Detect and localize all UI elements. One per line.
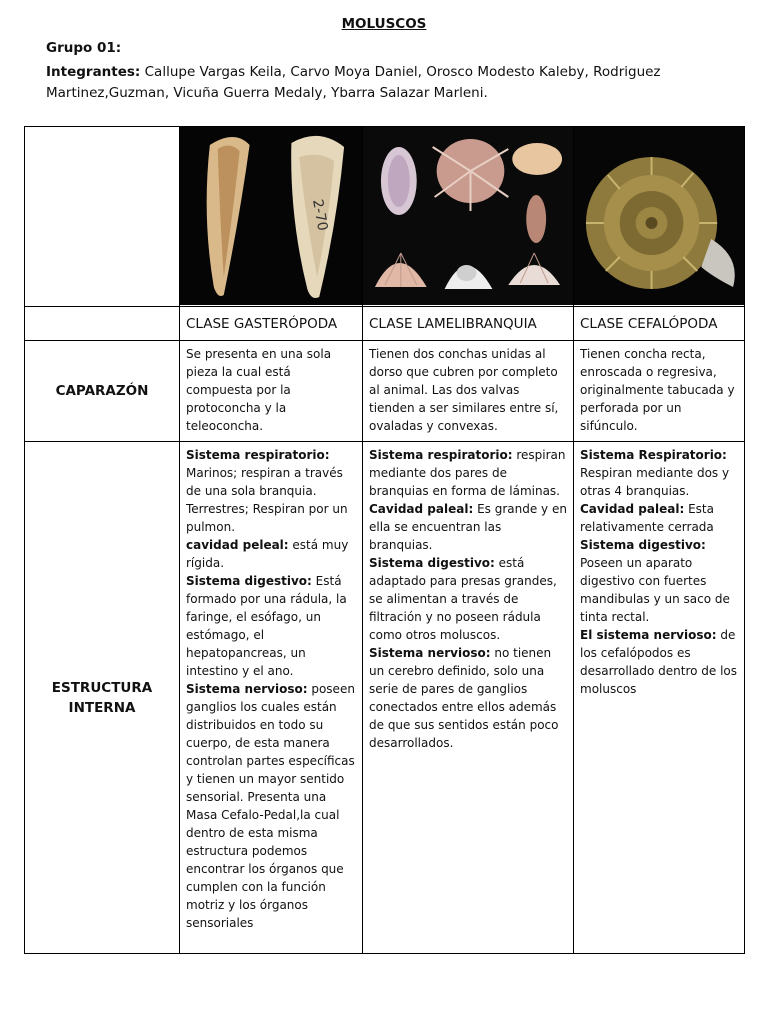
caparazon-lamelibranquia: Tienen dos conchas unidas al dorso que cubren por completo al animal. Las dos valvas tienden a ser similares entre sí, ovaladas y convexas. bbox=[363, 341, 574, 442]
caparazon-cefalopoda: Tienen concha recta, enroscada o regresiva, originalmente tabucada y perforada por un sifúnculo. bbox=[574, 341, 745, 442]
field-label: Sistema Respiratorio: bbox=[580, 448, 727, 462]
row-header-label: ESTRUCTURA INTERNA bbox=[51, 679, 153, 716]
field-text: está muy rígida. bbox=[186, 538, 349, 570]
svg-text:2-70: 2-70 bbox=[309, 198, 331, 233]
field-label: Sistema nervioso: bbox=[186, 682, 308, 696]
image-row bbox=[25, 127, 745, 307]
field-text: de los cefalópodos es desarrollado dentro de los moluscos bbox=[580, 628, 738, 696]
image-cell bbox=[180, 127, 363, 307]
members-list: Callupe Vargas Keila, Carvo Moya Daniel, Orosco Modesto Kaleby, Rodriguez Martinez,Guzman, Vicuña Guerra Medaly, Ybarra Salazar Marleni. bbox=[46, 64, 661, 101]
paragraph bbox=[186, 572, 356, 680]
field-label: Cavidad paleal: bbox=[369, 502, 474, 516]
members-paragraph bbox=[46, 62, 706, 104]
field-text: Respiran mediante dos y otras 4 branquias. bbox=[580, 466, 730, 498]
paragraph bbox=[369, 554, 567, 644]
field-text: Es grande y en ella se encuentran las branquias. bbox=[369, 502, 567, 552]
image-cell bbox=[363, 127, 574, 307]
field-text: Esta relativamente cerrada bbox=[580, 502, 714, 534]
field-label: Sistema nervioso: bbox=[369, 646, 491, 660]
paragraph bbox=[580, 446, 738, 500]
paragraph bbox=[369, 446, 567, 500]
field-text: poseen ganglios los cuales están distribuidos en todo su cuerpo, de esta manera controlan partes específicas y tienen un mayor sentido sensorial. Presenta una Masa Cefalo-Pedal,la cual dentro de esta misma estructura podemos encontrar los órganos que cumplen con la función motriz y los órganos sensoriales bbox=[186, 682, 355, 930]
field-label: Cavidad paleal: bbox=[580, 502, 685, 516]
field-label: Sistema respiratorio: bbox=[186, 448, 330, 462]
field-text: Está formado por una rádula, la faringe, el esófago, un estómago, el hepatopancreas, un intestino y el ano. bbox=[186, 574, 347, 678]
empty-header-cell bbox=[25, 307, 180, 341]
field-label: Sistema respiratorio: bbox=[369, 448, 513, 462]
field-label: cavidad peleal: bbox=[186, 538, 289, 552]
caparazon-gasteropoda: Se presenta en una sola pieza la cual está compuesta por la protoconcha y la teleoconcha. bbox=[180, 341, 363, 442]
class-header-row bbox=[25, 307, 745, 341]
estructura-cefalopoda bbox=[574, 442, 745, 954]
class-header-gasteropoda: CLASE GASTERÓPODA bbox=[180, 307, 363, 341]
paragraph bbox=[580, 500, 738, 536]
field-label: Sistema digestivo: bbox=[369, 556, 495, 570]
ammonite-fossil-photo bbox=[574, 127, 744, 305]
field-label: El sistema nervioso: bbox=[580, 628, 717, 642]
mollusc-table bbox=[24, 126, 745, 954]
paragraph bbox=[369, 500, 567, 554]
paragraph bbox=[186, 464, 356, 536]
members-label: Integrantes: bbox=[46, 64, 141, 80]
caparazon-row bbox=[25, 341, 745, 442]
paragraph bbox=[580, 536, 738, 626]
field-text: respiran mediante dos pares de branquias en forma de láminas. bbox=[369, 448, 566, 498]
image-cell bbox=[574, 127, 745, 307]
class-header-cefalopoda: CLASE CEFALÓPODA bbox=[574, 307, 745, 341]
row-header-caparazon: CAPARAZÓN bbox=[25, 341, 180, 442]
cone-shell-photo bbox=[180, 127, 362, 305]
field-text: Marinos; respiran a través de una sola branquia. Terrestres; Respiran por un pulmon. bbox=[186, 466, 348, 534]
paragraph bbox=[369, 644, 567, 752]
empty-corner-cell bbox=[25, 127, 180, 307]
field-text: Poseen un aparato digestivo con fuertes mandibulas y un saco de tinta rectal. bbox=[580, 556, 730, 624]
estructura-gasteropoda bbox=[180, 442, 363, 954]
document-title: MOLUSCOS bbox=[341, 16, 427, 32]
group-label: Grupo 01: bbox=[46, 40, 122, 56]
field-label: Sistema digestivo: bbox=[580, 538, 706, 552]
row-header-estructura-interna bbox=[25, 442, 180, 954]
class-header-lamelibranquia: CLASE LAMELIBRANQUIA bbox=[363, 307, 574, 341]
field-label: Sistema digestivo: bbox=[186, 574, 312, 588]
paragraph bbox=[186, 680, 356, 932]
paragraph bbox=[580, 626, 738, 698]
paragraph bbox=[186, 446, 356, 464]
estructura-lamelibranquia bbox=[363, 442, 574, 954]
paragraph bbox=[186, 536, 356, 572]
field-text: está adaptado para presas grandes, se alimentan a través de filtración y no poseen rádula como otros moluscos. bbox=[369, 556, 557, 642]
estructura-row bbox=[25, 442, 745, 954]
bivalve-shells-photo bbox=[363, 127, 573, 305]
field-text: no tienen un cerebro definido, solo una serie de pares de ganglios conectados entre ellos además de que sus sentidos están poco desarrollados. bbox=[369, 646, 559, 750]
